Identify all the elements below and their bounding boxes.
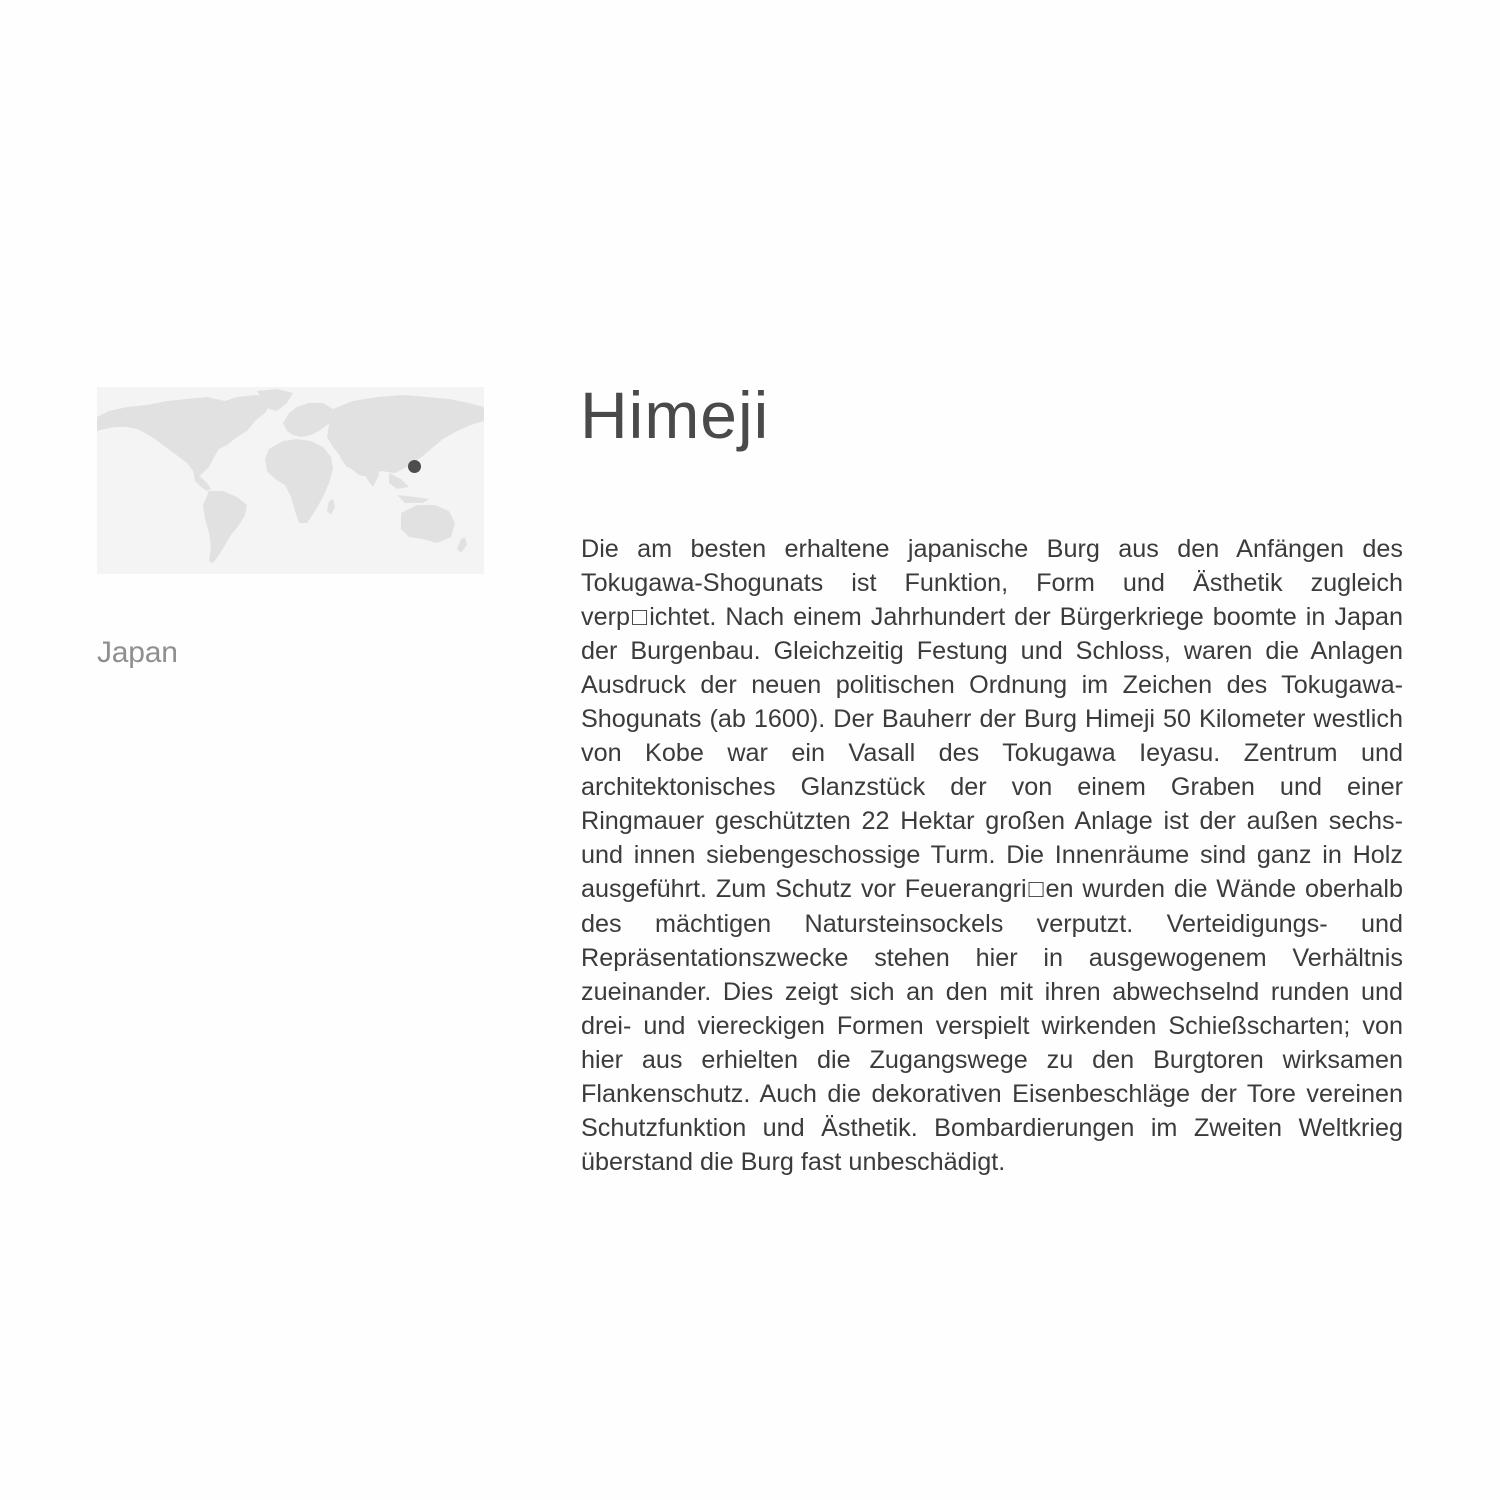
north-america [97, 395, 272, 477]
africa [265, 439, 333, 523]
continents [97, 389, 484, 563]
description-text: Die am besten erhaltene japanische Burg aus den Anfängen des Tokugawa-Shogunats ist Funktion, Form und Ästhetik zugleich verp□ichtet. Nach einem Jahrhundert der Bürgerkriege boomte in Japan der Burgenbau. Gleichzeitig Festung und Schloss, waren die Anlagen Ausdruck der neuen politischen Ordnung im Zeichen des Tokugawa-Shogunats (ab 1600). Der Bauherr der Burg Himeji 50 Kilometer westlich von Kobe war ein Vasall des Tokugawa Ieyasu. Zentrum und architektonisches Glanzstück der von einem Graben und einer Ringmauer geschützten 22 Hektar großen Anlage ist der außen sechs- und innen siebengeschossige Turm. Die Innenräume sind ganz in Holz ausgeführt. Zum Schutz vor Feuerangri□en wurden die Wände oberhalb des mächtigen Natursteinsockels verputzt. Verteidigungs- und Repräsentationszwecke stehen hier in ausgewogenem Verhältnis zueinander. Dies zeigt sich an den mit ihren abwechselnd runden und drei- und viereckigen Formen verspielt wirkenden Schießscharten; von hier aus erhielten die Zugangswege zu den Burgtoren wirksamen Flankenschutz. Auch die dekorativen Eisenbeschläge der Tore vereinen Schutzfunktion und Ästhetik. Bombardierungen im Zweiten Weltkrieg überstand die Burg fast unbeschädigt. [581, 535, 1403, 1176]
new-zealand [457, 537, 467, 553]
location-marker [408, 460, 421, 473]
europe [283, 403, 335, 437]
world-map-graphic [97, 387, 484, 574]
country-label: Japan [97, 636, 178, 669]
world-map [97, 387, 484, 574]
central-america [193, 471, 211, 491]
australia [401, 505, 455, 543]
madagascar [327, 499, 335, 515]
page-title: Himeji [580, 378, 770, 452]
southeast-asia [389, 473, 429, 503]
south-america [203, 491, 247, 563]
